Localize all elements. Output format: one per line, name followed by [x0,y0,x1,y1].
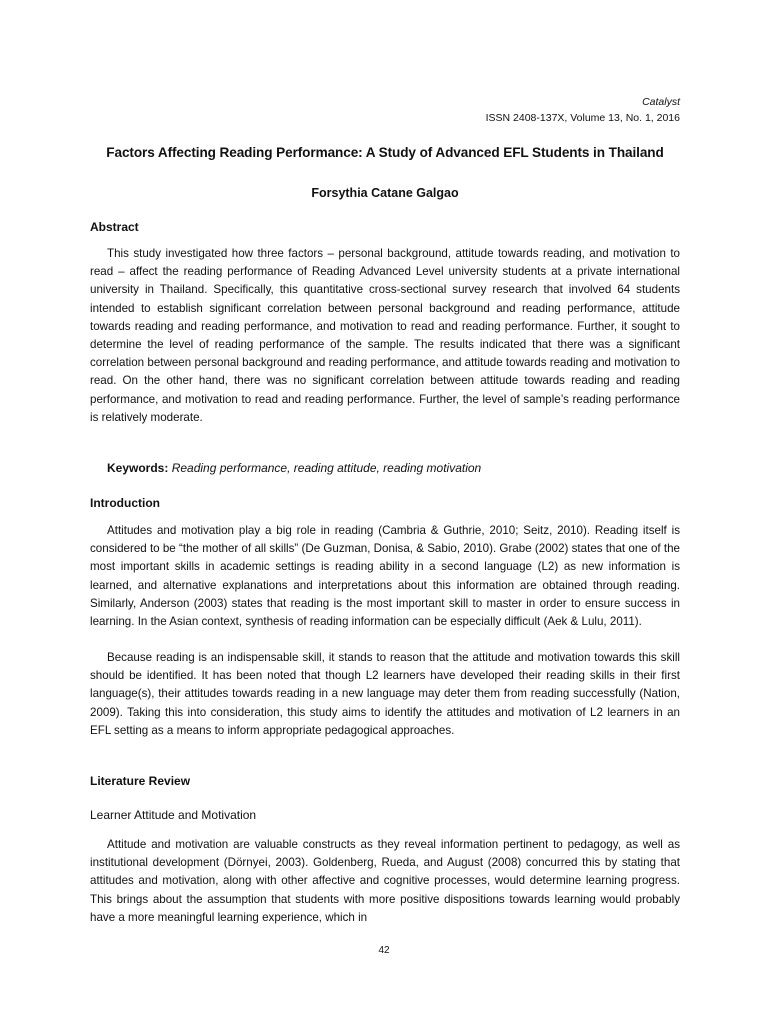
introduction-heading: Introduction [90,496,160,510]
keywords-label: Keywords: [107,461,169,475]
introduction-paragraph-2: Because reading is an indispensable skill, it stands to reason that the attitude and motivation towards this skill should be identified. It has been noted that though L2 learners have developed their reading skills in their first language(s), their attitudes towards reading in a new language may deter them from reading successfully (Nation, 2009). Taking this into consideration, this study aims to identify the attitudes and motivation of L2 learners in an EFL setting as a means to inform appropriate pedagogical approaches. [90,651,680,737]
introduction-paragraph-1: Attitudes and motivation play a big role in reading (Cambria & Guthrie, 2010; Seitz, 2010). Reading itself is considered to be “the mother of all skills” (De Guzman, Donisa, & Sabio, 2010). Grabe (2002) states that one of the most important skills in academic settings is reading ability in a second language (L2) as new information is learned, and alternative explanations and interpretations about this information are obtained through reading. Similarly, Anderson (2003) states that reading is the most important skill to master in order to ensure success in learning. In the Asian context, synthesis of reading information can be especially difficult (Aek & Lulu, 2011). [90,524,680,629]
literature-review-subheading: Learner Attitude and Motivation [90,808,257,822]
author-name: Forsythia Catane Galgao [311,186,459,200]
abstract-heading: Abstract [90,220,139,234]
running-head [486,94,680,126]
paper-title: Factors Affecting Reading Performance: A Study of Advanced EFL Students in Thailand [106,145,664,160]
literature-review-heading: Literature Review [90,774,191,788]
abstract-body: This study investigated how three factors – personal background, attitude towards reading, and motivation to read – affect the reading performance of Reading Advanced Level university students at a private international university in Thailand. Specifically, this quantitative cross-sectional survey research that involved 64 students intended to establish significant correlation between personal background and reading performance, attitude towards reading and reading performance, and motivation to read and reading performance. Further, it sought to determine the level of reading performance of the sample. The results indicated that there was a significant correlation between personal background and reading performance, and attitude towards reading and motivation to read. On the other hand, there was no significant correlation between attitude towards reading and reading performance, and motivation to read and reading performance. Further, the level of sample’s reading performance is relatively moderate. [90,247,680,424]
keywords-line [107,461,481,475]
literature-review-body: Attitude and motivation are valuable constructs as they reveal information pertinent to pedagogy, as well as institutional development (Dörnyei, 2003). Goldenberg, Rueda, and August (2008) concurred this by stating that attitudes and motivation, along with other affective and cognitive processes, would determine learning progress. This brings about the assumption that students with more positive dispositions towards learning would probably have a more meaningful learning experience, which in [90,838,680,924]
page-number: 42 [378,945,390,956]
journal-name: Catalyst [642,96,680,108]
issue-info: ISSN 2408-137X, Volume 13, No. 1, 2016 [485,112,680,124]
keywords-values: Reading performance, reading attitude, reading motivation [171,461,482,475]
